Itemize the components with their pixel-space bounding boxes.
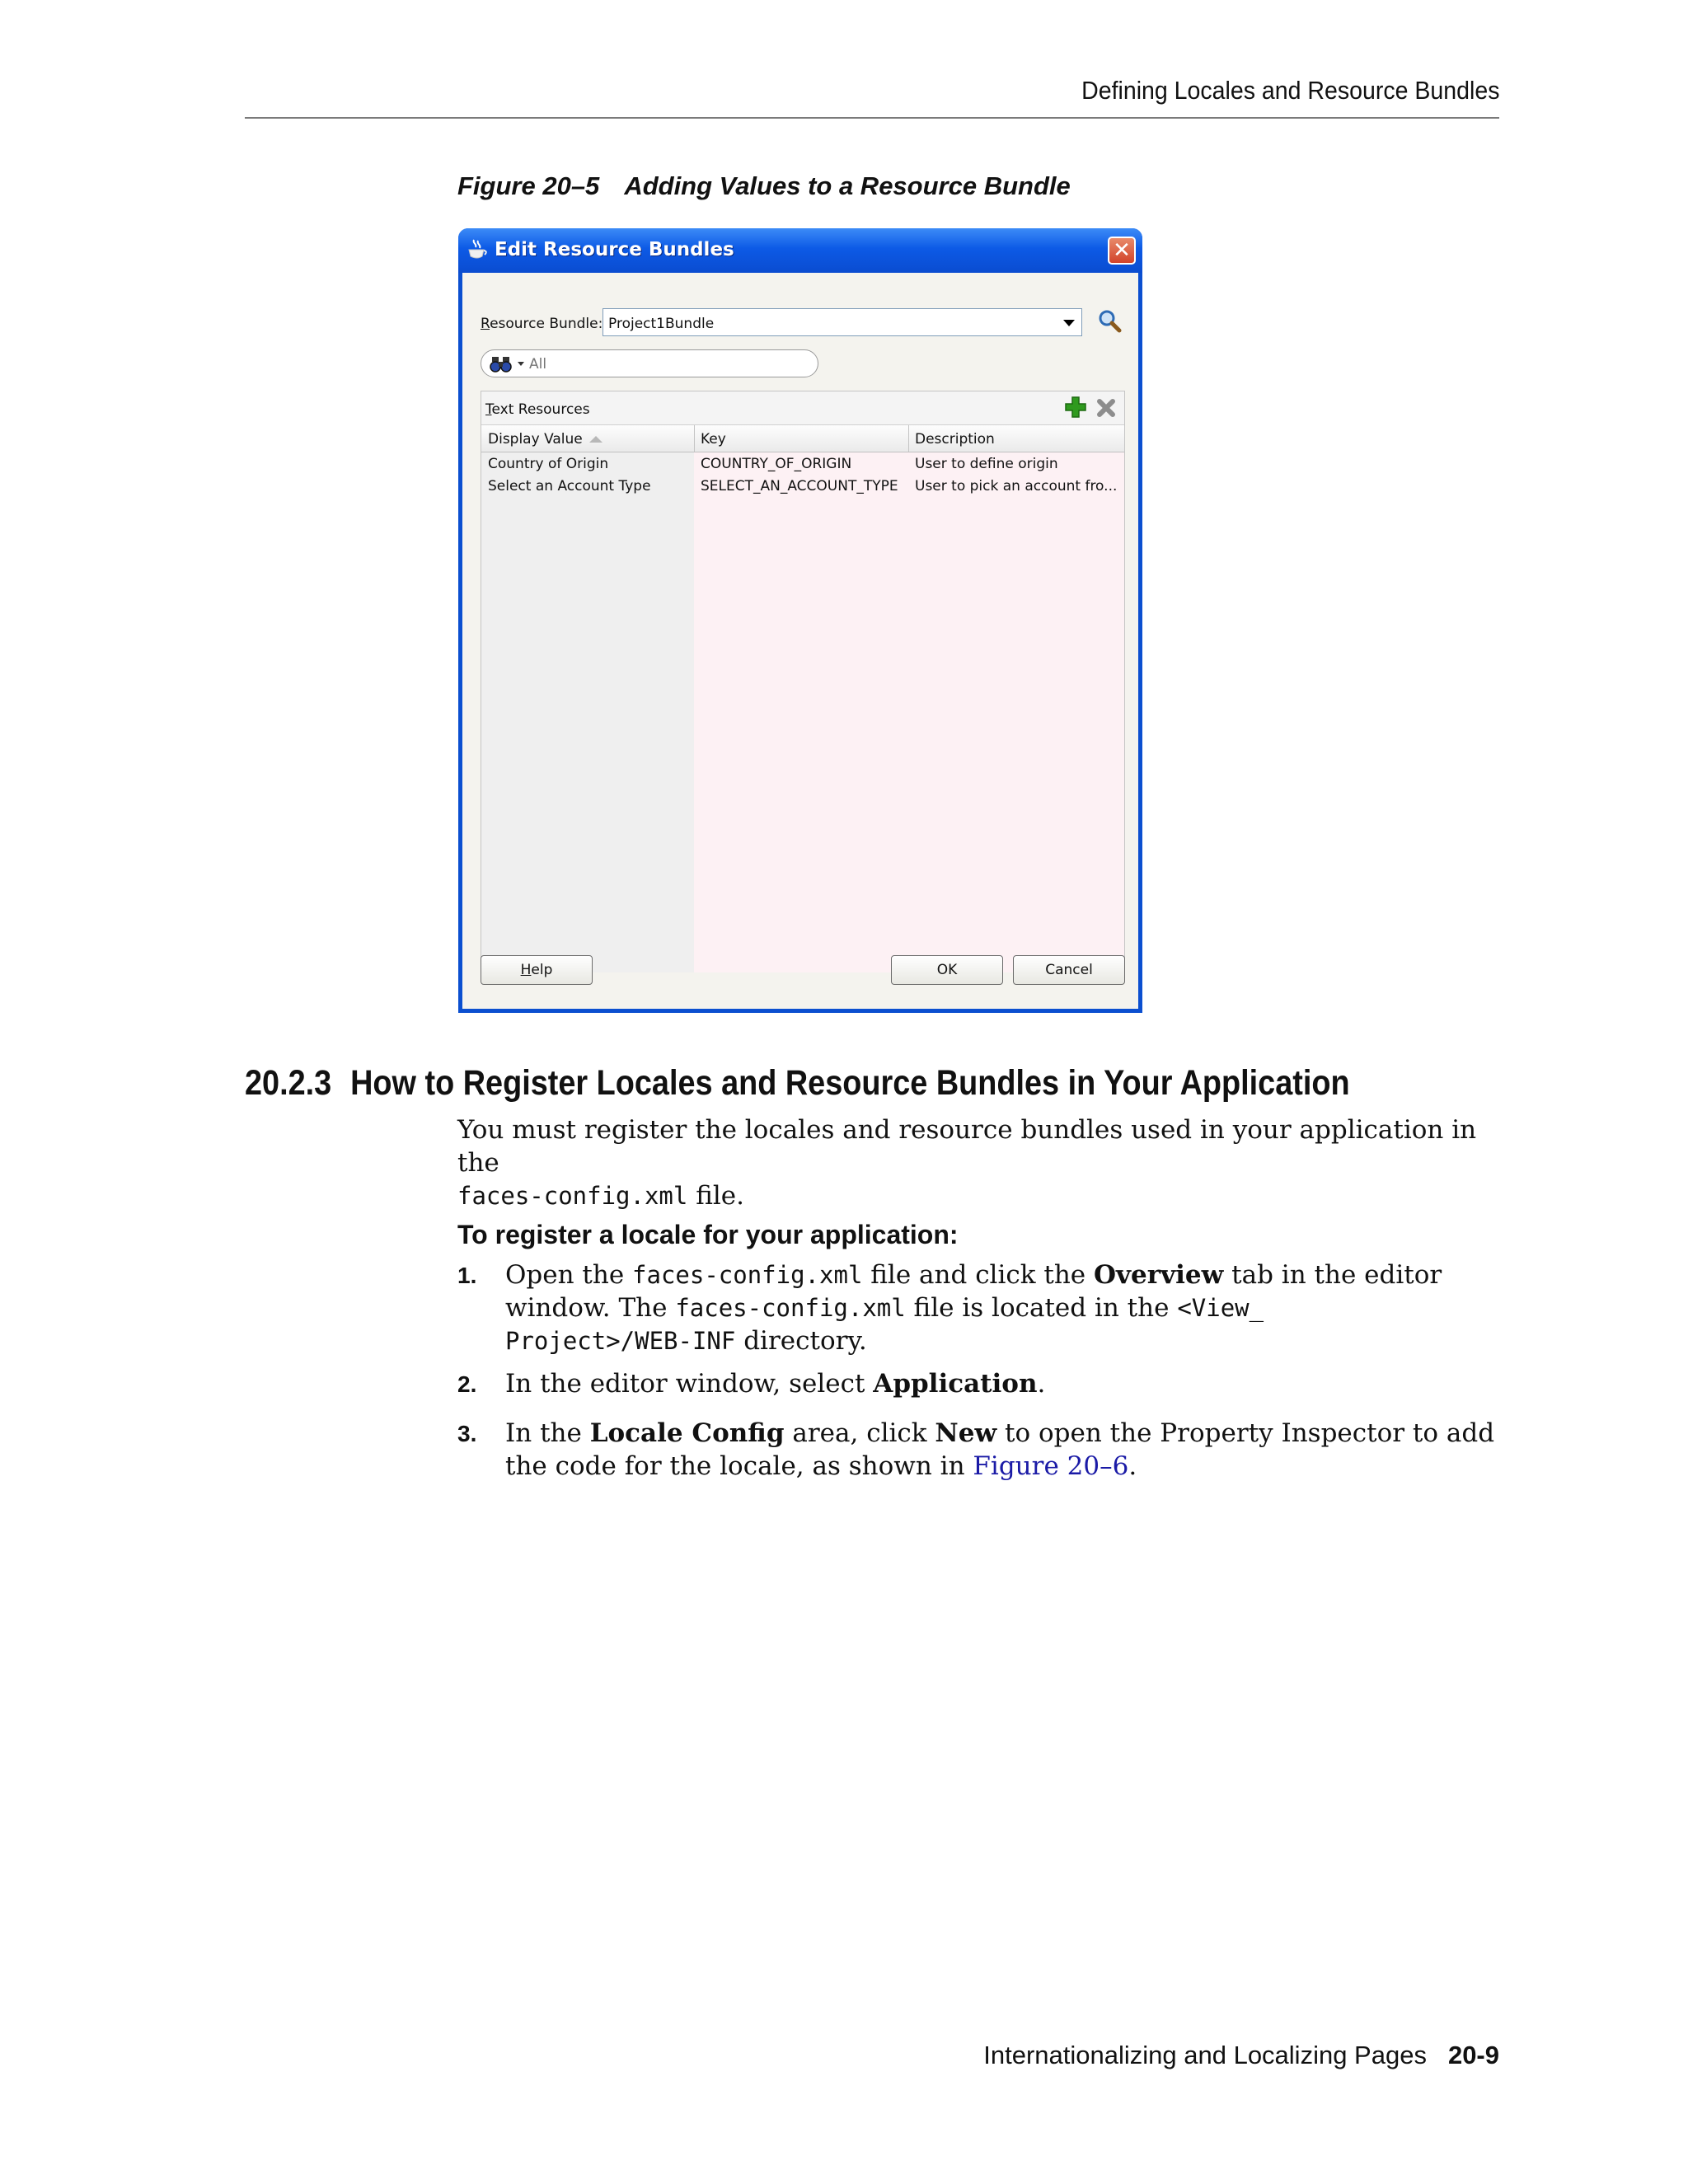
column-separator[interactable] [908,425,909,452]
figure-number: Figure 20–5 [457,171,600,200]
figure-title: Adding Values to a Resource Bundle [624,171,1071,200]
dialog-client-area [462,273,1138,1009]
column-header-key[interactable]: Key [701,431,726,448]
step-3-text: In the Locale Config area, click New to open the Property Inspector to add the code for the locale, as shown in Figure 20–6. [505,1418,1495,1481]
figure-caption [457,171,1071,201]
search-field[interactable] [481,349,818,377]
section-title: How to Register Locales and Resource Bundles in Your Application [350,1063,1350,1103]
column-header-description[interactable]: Description [915,431,995,448]
java-cup-icon [467,238,488,265]
sort-ascending-icon [589,436,603,443]
table-header [481,424,1124,452]
page-number: 20-9 [1447,2041,1499,2069]
step-1-text: Open the faces-config.xml file and click the Overview tab in the editor window. The faces-config.xml file is located in the <View_ Project>/WEB-INF directory. [505,1260,1442,1356]
ok-button[interactable]: OK [891,955,1003,985]
column-header-display-value[interactable]: Display Value [488,431,603,448]
close-button[interactable] [1108,237,1136,265]
resource-bundle-value: Project1Bundle [608,316,715,332]
cell-key: COUNTRY_OF_ORIGIN [701,456,852,472]
text-resources-label: Text Resources [485,401,590,418]
step-2-text: In the editor window, select Application. [505,1369,1046,1399]
section-number: 20.2.3 [245,1063,332,1103]
resource-bundle-label: Resource Bundle: [481,316,603,332]
search-options-dropdown-icon[interactable] [518,362,524,366]
text-resources-panel [481,391,1125,972]
cancel-button[interactable]: Cancel [1013,955,1125,985]
plus-icon[interactable] [1065,396,1086,422]
key-description-columns [694,452,1124,972]
footer-chapter: Internationalizing and Localizing Pages [983,2041,1427,2069]
cell-display-value: Select an Account Type [488,478,651,494]
intro-paragraph: You must register the locales and resource bundles used in your application in the faces-config.xml file. [457,1115,1477,1211]
running-header [245,76,1499,119]
cell-description: User to pick an account fro... [915,478,1118,494]
table-row[interactable] [481,476,1124,498]
search-input[interactable] [528,354,803,374]
chevron-down-icon [1063,320,1075,326]
magnifier-icon[interactable] [1097,308,1122,337]
dialog-titlebar[interactable] [458,228,1142,273]
cell-display-value: Country of Origin [488,456,609,472]
table-row[interactable] [481,453,1124,476]
column-separator[interactable] [694,425,695,452]
step-number: 1. [457,1263,477,1288]
edit-resource-bundles-dialog [458,228,1142,1013]
section-heading [245,1063,1350,1104]
procedure-title: To register a locale for your application: [457,1220,959,1249]
resource-bundle-select[interactable] [603,308,1082,336]
figure-20-6-link[interactable]: Figure 20–6 [973,1451,1129,1481]
page-footer [983,2041,1499,2070]
display-value-column [481,452,694,972]
running-header-title: Defining Locales and Resource Bundles [1081,76,1499,105]
step-number: 2. [457,1371,477,1397]
x-icon[interactable] [1096,398,1116,422]
help-button[interactable]: Help [481,955,593,985]
step-number: 3. [457,1421,477,1446]
cell-key: SELECT_AN_ACCOUNT_TYPE [701,478,898,494]
close-icon: ✕ [1113,238,1131,263]
binoculars-icon[interactable] [490,355,514,377]
cell-description: User to define origin [915,456,1058,472]
dialog-title: Edit Resource Bundles [495,239,734,260]
